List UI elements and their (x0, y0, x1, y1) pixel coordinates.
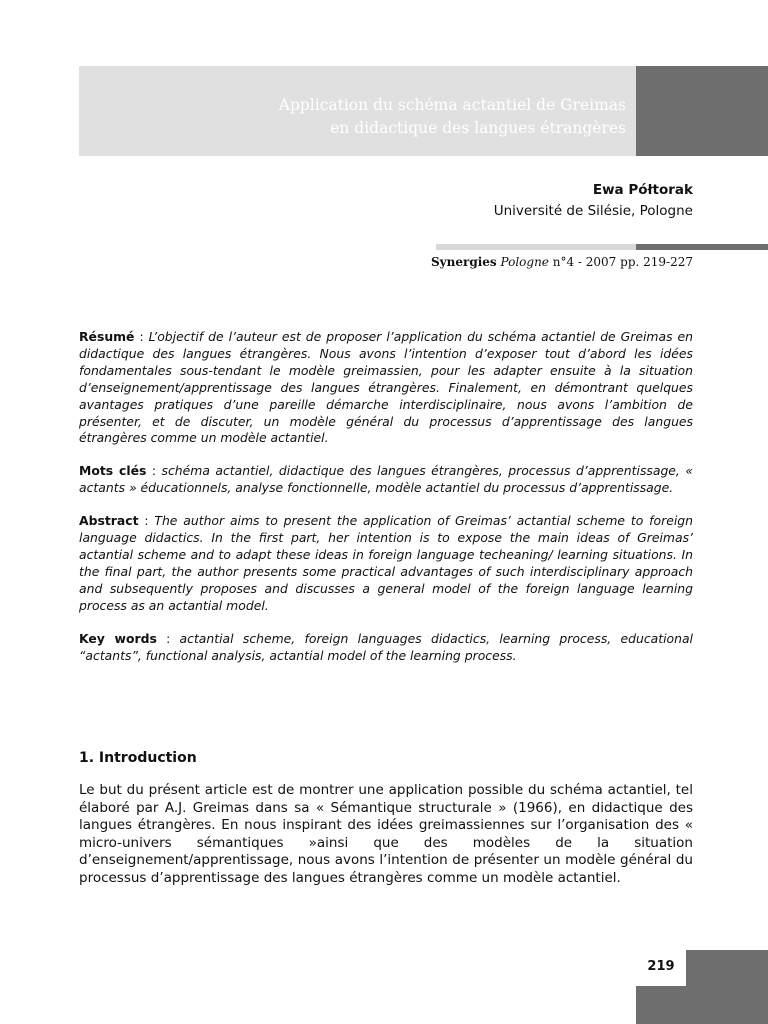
journal-country: Pologne (500, 255, 549, 269)
resume-text: L’objectif de l’auteur est de proposer l’application du schéma actantiel de Greimas en didactique des langues étrangères. Nous avons l’intention d’exposer tout d’abord les idées fondamentales sous-tendant le modèle greimassien, pour les adapter ensuite à la situation d’enseignement/apprentissage des langues étrangères. Finalement, en démontrant quelques avantages pratiques d’une pareille démarche interdisciplinaire, nous avons l’ambition de présenter, et de discuter, un modèle général du processus d’apprentissage des langues étrangères comme un modèle actantiel. (79, 329, 693, 446)
mots-cles-paragraph: Mots clés : schéma actantiel, didactique des langues étrangères, processus d’apprentissage, « actants » éducationnels, analyse fonctionnelle, modèle actantiel du processus d’apprentissage. (79, 463, 693, 496)
citation-line (431, 253, 693, 271)
article-title (106, 94, 626, 140)
header-accent-block (636, 66, 768, 156)
citation-rule-dark (636, 244, 768, 250)
mots-cles-text: schéma actantiel, didactique des langues étrangères, processus d’apprentissage, « actants » éducationnels, analyse fonctionnelle, modèle actantiel du processus d’apprentissage. (79, 463, 693, 496)
title-line-2: en didactique des langues étrangères (330, 119, 626, 137)
journal-name: Synergies (431, 255, 497, 269)
mots-cles-label: Mots clés (79, 463, 147, 479)
abstracts-block (79, 329, 693, 680)
key-words-text: actantial scheme, foreign languages didactics, learning process, educational “actants”, functional analysis, actantial model of the learning process. (79, 630, 693, 663)
resume-label: Résumé (79, 329, 135, 344)
citation-rule-light (436, 244, 636, 250)
abstract-label: Abstract (79, 513, 139, 529)
abstract-text: The author aims to present the application of Greimas’ actantial scheme to foreign language didactics. In the first part, her intention is to expose the main ideas of Greimas’ actantial scheme and to adapt these ideas in foreign language techeaning/ learning situations. In the final part, the author presents some practical advantages of such interdisciplinary approach and subsequently proposes and discusses a general model of the foreign language learning process as an actantial model. (79, 513, 693, 613)
author-affiliation: Université de Silésie, Pologne (493, 203, 693, 219)
page-number: 219 (647, 959, 675, 974)
abstract-paragraph: Abstract : The author aims to present the application of Greimas’ actantial scheme to foreign language didactics. In the first part, her intention is to expose the main ideas of Greimas’ actantial scheme and to adapt these ideas in foreign language techeaning/ learning situations. In the final part, the author presents some practical advantages of such interdisciplinary approach and subsequently proposes and discusses a general model of the foreign language learning process as an actantial model. (79, 513, 693, 613)
key-words-label: Key words (79, 630, 157, 646)
author-block (494, 180, 693, 222)
issue-pages: n°4 - 2007 pp. 219-227 (552, 255, 693, 269)
author-name: Ewa Półtorak (592, 182, 693, 198)
resume-paragraph: Résumé : L’objectif de l’auteur est de proposer l’application du schéma actantiel de Greimas en didactique des langues étrangères. Nous avons l’intention d’exposer tout d’abord les idées fondamentales sous-tendant le modèle greimassien, pour les adapter ensuite à la situation d’enseignement/apprentissage des langues étrangères. Finalement, en démontrant quelques avantages pratiques d’une pareille démarche interdisciplinaire, nous avons l’ambition de présenter, et de discuter, un modèle général du processus d’apprentissage des langues étrangères comme un modèle actantiel. (79, 329, 693, 446)
key-words-paragraph: Key words : actantial scheme, foreign languages didactics, learning process, educational “actants”, functional analysis, actantial model of the learning process. (79, 630, 693, 663)
introduction-paragraph: Le but du présent article est de montrer une application possible du schéma actantiel, tel élaboré par A.J. Greimas dans sa « Sémantique structurale » (1966), en didactique des langues étrangères. En nous inspirant des idées greimassiennes sur l’organisation des « micro-univers sémantiques »ainsi que des modèles de la situation d’enseignement/apprentissage, nous avons l’intention de présenter un modèle général du processus d’apprentissage des langues étrangères comme un modèle actantiel. (79, 782, 693, 886)
title-line-1: Application du schéma actantiel de Greimas (278, 96, 626, 114)
section-heading: 1. Introduction (79, 750, 197, 766)
